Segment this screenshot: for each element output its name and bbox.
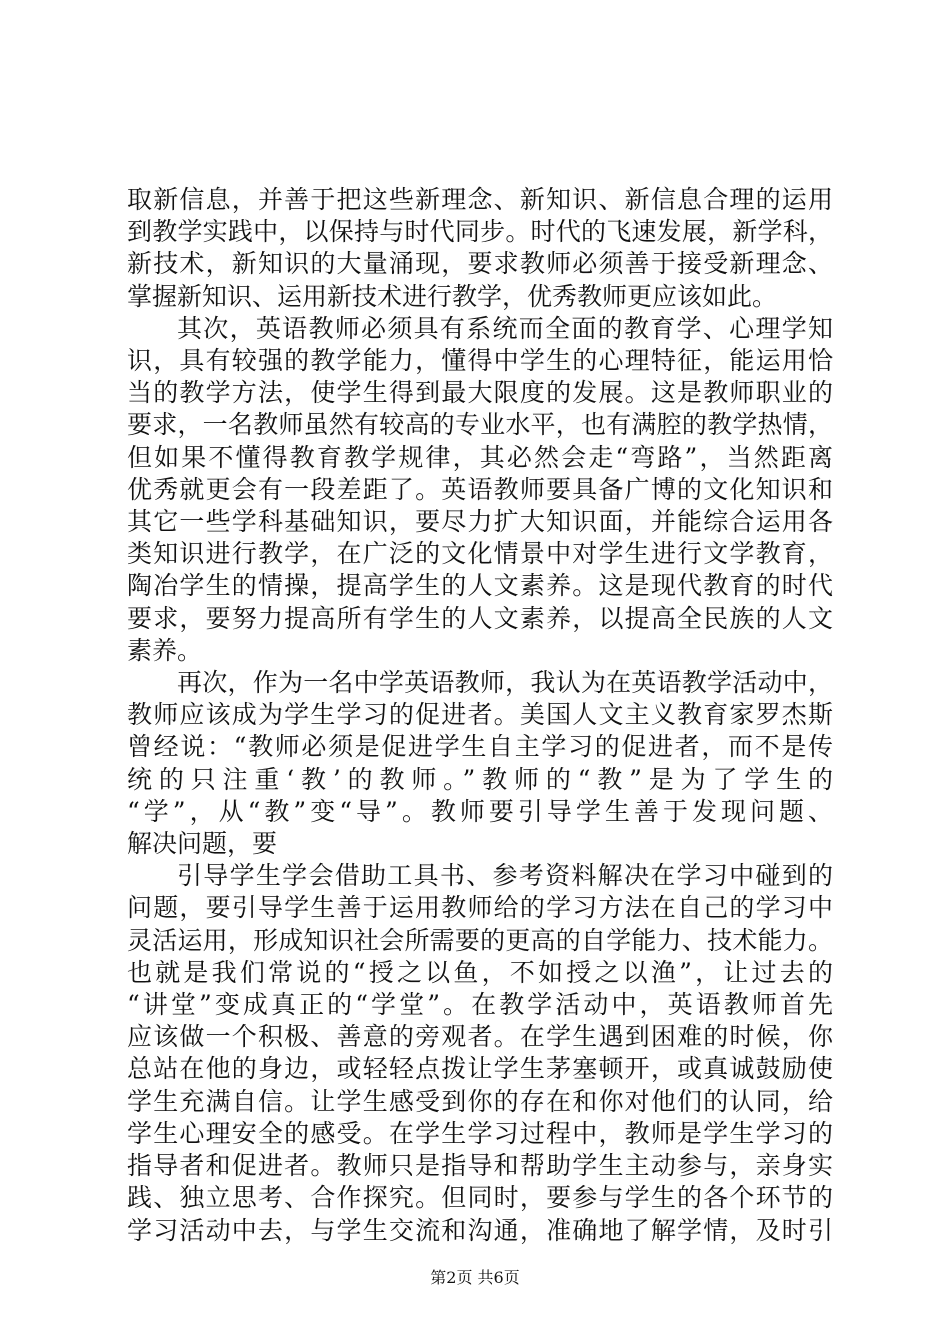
text-line: 曾经说：“教师必须是促进学生自主学习的促进者，而不是传	[127, 732, 833, 762]
text-line: 陶冶学生的情操，提高学生的人文素养。这是现代教育的时代	[127, 571, 833, 601]
text-line: “讲堂”变成真正的“学堂”。在教学活动中，英语教师首先	[127, 990, 833, 1020]
text-line: 识，具有较强的教学能力，懂得中学生的心理特征，能运用恰	[127, 346, 833, 376]
text-line: 要求，要努力提高所有学生的人文素养，以提高全民族的人文	[127, 603, 833, 633]
text-line: 也就是我们常说的“授之以鱼，不如授之以渔”，让过去的	[127, 957, 833, 987]
document-body	[127, 184, 833, 1247]
text-line: 但如果不懂得教育教学规律，其必然会走“弯路”，当然距离	[127, 442, 833, 472]
paragraph-first-line: 其次，英语教师必须具有系统而全面的教育学、心理学知	[177, 313, 833, 343]
page-footer	[0, 1268, 950, 1288]
text-line: 问题，要引导学生善于运用教师给的学习方法在自己的学习中	[127, 893, 833, 923]
text-line: 践、独立思考、合作探究。但同时，要参与学生的各个环节的	[127, 1183, 833, 1213]
text-line: 教师应该成为学生学习的促进者。美国人文主义教育家罗杰斯	[127, 700, 833, 730]
paragraph-first-line: 引导学生学会借助工具书、参考资料解决在学习中碰到的	[177, 861, 833, 891]
text-line: “学”，从“教”变“导”。教师要引导学生善于发现问题、	[127, 796, 833, 826]
text-line: 到教学实践中，以保持与时代同步。时代的飞速发展，新学科，	[127, 217, 833, 247]
text-line: 学习活动中去，与学生交流和沟通，准确地了解学情，及时引	[127, 1215, 833, 1245]
text-line: 总站在他的身边，或轻轻点拨让学生茅塞顿开，或真诚鼓励使	[127, 1054, 833, 1084]
text-line: 应该做一个积极、善意的旁观者。在学生遇到困难的时候，你	[127, 1022, 833, 1052]
text-line: 类知识进行教学，在广泛的文化情景中对学生进行文学教育，	[127, 539, 833, 569]
text-line: 学生充满自信。让学生感受到你的存在和你对他们的认同，给	[127, 1086, 833, 1116]
text-line: 解决问题，要	[127, 829, 278, 859]
text-line: 灵活运用，形成知识社会所需要的更高的自学能力、技术能力。	[127, 925, 833, 955]
text-line: 当的教学方法，使学生得到最大限度的发展。这是教师职业的	[127, 378, 833, 408]
page-number: 第2页 共6页	[430, 1268, 520, 1287]
text-line: 掌握新知识、运用新技术进行教学，优秀教师更应该如此。	[127, 281, 778, 311]
text-line: 学生心理安全的感受。在学生学习过程中，教师是学生学习的	[127, 1118, 833, 1148]
text-line: 要求，一名教师虽然有较高的专业水平，也有满腔的教学热情，	[127, 410, 833, 440]
paragraph-first-line: 再次，作为一名中学英语教师，我认为在英语教学活动中，	[177, 668, 833, 698]
text-line: 指导者和促进者。教师只是指导和帮助学生主动参与，亲身实	[127, 1151, 833, 1181]
text-line: 其它一些学科基础知识，要尽力扩大知识面，并能综合运用各	[127, 507, 833, 537]
text-line: 优秀就更会有一段差距了。英语教师要具备广博的文化知识和	[127, 474, 833, 504]
text-line: 新技术，新知识的大量涌现，要求教师必须善于接受新理念、	[127, 249, 833, 279]
text-line: 统的只注重‘教’的教师。”教师的“教”是为了学生的	[127, 764, 833, 794]
text-line: 素养。	[127, 635, 203, 665]
text-line: 取新信息，并善于把这些新理念、新知识、新信息合理的运用	[127, 185, 833, 214]
